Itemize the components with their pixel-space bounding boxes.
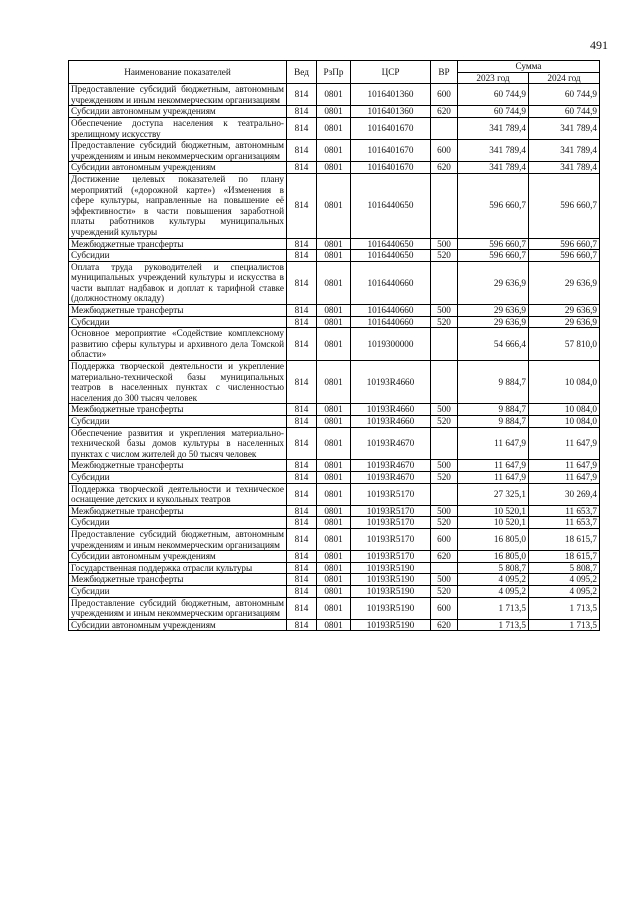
table-row xyxy=(69,162,600,174)
header-rzpr: РзПр xyxy=(317,61,351,84)
row-csr: 1016401670 xyxy=(351,117,431,139)
row-ved: 814 xyxy=(287,427,317,460)
table-row xyxy=(69,404,600,416)
table-row xyxy=(69,585,600,597)
table-row xyxy=(69,427,600,460)
header-vr: ВР xyxy=(431,61,458,84)
row-csr: 1016440650 xyxy=(351,173,431,238)
row-sum-2023: 596 660,7 xyxy=(458,173,529,238)
row-sum-2024: 341 789,4 xyxy=(529,162,600,174)
row-name: Межбюджетные трансферты xyxy=(69,460,287,472)
row-ved: 814 xyxy=(287,597,317,619)
row-name: Достижение целевых показателей по плану мероприятий («дорожной карте») «Изменения в сфере культуры, направленные на повышение её эффективности» в части повышения заработной платы работников культуры муниципальных учреждений культуры xyxy=(69,173,287,238)
row-ved: 814 xyxy=(287,140,317,162)
row-sum-2023: 4 095,2 xyxy=(458,585,529,597)
row-rzpr: 0801 xyxy=(317,562,351,574)
table-row xyxy=(69,84,600,106)
row-csr: 10193R5170 xyxy=(351,517,431,529)
row-csr: 1016401360 xyxy=(351,84,431,106)
row-ved: 814 xyxy=(287,528,317,550)
row-rzpr: 0801 xyxy=(317,316,351,328)
row-ved: 814 xyxy=(287,250,317,262)
row-name: Межбюджетные трансферты xyxy=(69,238,287,250)
row-ved: 814 xyxy=(287,416,317,428)
table-row xyxy=(69,574,600,586)
table-row xyxy=(69,597,600,619)
row-csr: 10193R5170 xyxy=(351,528,431,550)
row-vr xyxy=(431,483,458,505)
row-vr: 520 xyxy=(431,416,458,428)
row-ved: 814 xyxy=(287,404,317,416)
row-ved: 814 xyxy=(287,619,317,631)
row-sum-2024: 18 615,7 xyxy=(529,528,600,550)
row-name: Субсидии xyxy=(69,471,287,483)
row-name: Межбюджетные трансферты xyxy=(69,505,287,517)
row-vr: 520 xyxy=(431,517,458,529)
row-csr: 10193R4670 xyxy=(351,471,431,483)
row-name: Субсидии автономным учреждениям xyxy=(69,551,287,563)
row-rzpr: 0801 xyxy=(317,597,351,619)
table-row xyxy=(69,140,600,162)
row-sum-2024: 11 647,9 xyxy=(529,471,600,483)
row-sum-2024: 11 653,7 xyxy=(529,505,600,517)
row-sum-2024: 11 647,9 xyxy=(529,427,600,460)
row-sum-2023: 16 805,0 xyxy=(458,528,529,550)
row-sum-2023: 27 325,1 xyxy=(458,483,529,505)
row-sum-2023: 54 666,4 xyxy=(458,328,529,361)
row-vr: 600 xyxy=(431,140,458,162)
row-rzpr: 0801 xyxy=(317,140,351,162)
row-ved: 814 xyxy=(287,361,317,404)
row-csr: 10193R5170 xyxy=(351,551,431,563)
table-row xyxy=(69,483,600,505)
row-vr: 500 xyxy=(431,574,458,586)
row-rzpr: 0801 xyxy=(317,84,351,106)
row-sum-2023: 341 789,4 xyxy=(458,162,529,174)
row-sum-2024: 341 789,4 xyxy=(529,140,600,162)
row-name: Предоставление субсидий бюджетным, автономным учреждениям и иным некоммерческим организациям xyxy=(69,597,287,619)
row-vr: 520 xyxy=(431,585,458,597)
row-ved: 814 xyxy=(287,483,317,505)
row-csr: 10193R5170 xyxy=(351,505,431,517)
row-vr xyxy=(431,328,458,361)
row-sum-2024: 11 647,9 xyxy=(529,460,600,472)
row-sum-2024: 18 615,7 xyxy=(529,551,600,563)
row-sum-2023: 5 808,7 xyxy=(458,562,529,574)
row-csr: 1016440660 xyxy=(351,261,431,304)
row-sum-2023: 11 647,9 xyxy=(458,460,529,472)
header-2024: 2024 год xyxy=(529,72,600,84)
row-sum-2023: 341 789,4 xyxy=(458,140,529,162)
row-sum-2023: 9 884,7 xyxy=(458,404,529,416)
row-sum-2023: 10 520,1 xyxy=(458,505,529,517)
row-sum-2024: 596 660,7 xyxy=(529,250,600,262)
header-2023: 2023 год xyxy=(458,72,529,84)
row-vr: 520 xyxy=(431,316,458,328)
row-rzpr: 0801 xyxy=(317,250,351,262)
table-row xyxy=(69,328,600,361)
row-name: Межбюджетные трансферты xyxy=(69,404,287,416)
row-sum-2023: 596 660,7 xyxy=(458,250,529,262)
row-csr: 10193R4660 xyxy=(351,361,431,404)
row-sum-2023: 11 647,9 xyxy=(458,427,529,460)
table-row xyxy=(69,261,600,304)
row-sum-2024: 10 084,0 xyxy=(529,404,600,416)
row-rzpr: 0801 xyxy=(317,361,351,404)
row-ved: 814 xyxy=(287,238,317,250)
table-row xyxy=(69,238,600,250)
row-vr: 500 xyxy=(431,505,458,517)
row-name: Поддержка творческой деятельности и укрепление материально-технической базы муниципальных театров в населенных пунктах с численностью населения до 300 тысяч человек xyxy=(69,361,287,404)
row-vr: 620 xyxy=(431,551,458,563)
row-rzpr: 0801 xyxy=(317,505,351,517)
row-sum-2024: 29 636,9 xyxy=(529,261,600,304)
row-rzpr: 0801 xyxy=(317,117,351,139)
row-ved: 814 xyxy=(287,551,317,563)
table-row xyxy=(69,305,600,317)
row-name: Субсидии xyxy=(69,517,287,529)
row-rzpr: 0801 xyxy=(317,528,351,550)
row-sum-2023: 16 805,0 xyxy=(458,551,529,563)
row-csr: 1016440650 xyxy=(351,238,431,250)
row-csr: 10193R5170 xyxy=(351,483,431,505)
row-name: Межбюджетные трансферты xyxy=(69,305,287,317)
table-row xyxy=(69,416,600,428)
header-name: Наименование показателей xyxy=(69,61,287,84)
row-rzpr: 0801 xyxy=(317,106,351,118)
row-name: Предоставление субсидий бюджетным, автономным учреждениям и иным некоммерческим организациям xyxy=(69,528,287,550)
row-name: Оплата труда руководителей и специалистов муниципальных учреждений культуры и искусства в части выплат надбавок и доплат к тарифной ставке (должностному окладу) xyxy=(69,261,287,304)
row-ved: 814 xyxy=(287,562,317,574)
row-sum-2023: 341 789,4 xyxy=(458,117,529,139)
row-vr: 620 xyxy=(431,162,458,174)
row-ved: 814 xyxy=(287,460,317,472)
row-vr: 520 xyxy=(431,250,458,262)
row-rzpr: 0801 xyxy=(317,460,351,472)
budget-table xyxy=(68,60,600,631)
row-sum-2024: 1 713,5 xyxy=(529,597,600,619)
row-rzpr: 0801 xyxy=(317,471,351,483)
row-sum-2024: 11 653,7 xyxy=(529,517,600,529)
table-row xyxy=(69,471,600,483)
row-csr: 10193R5190 xyxy=(351,562,431,574)
row-vr: 600 xyxy=(431,528,458,550)
row-vr: 520 xyxy=(431,471,458,483)
row-csr: 1016440660 xyxy=(351,305,431,317)
row-sum-2024: 57 810,0 xyxy=(529,328,600,361)
row-ved: 814 xyxy=(287,261,317,304)
row-vr xyxy=(431,361,458,404)
row-ved: 814 xyxy=(287,162,317,174)
row-ved: 814 xyxy=(287,328,317,361)
row-ved: 814 xyxy=(287,316,317,328)
row-sum-2024: 29 636,9 xyxy=(529,316,600,328)
row-sum-2024: 29 636,9 xyxy=(529,305,600,317)
row-ved: 814 xyxy=(287,517,317,529)
row-sum-2024: 596 660,7 xyxy=(529,173,600,238)
row-rzpr: 0801 xyxy=(317,483,351,505)
table-row xyxy=(69,619,600,631)
table-row xyxy=(69,173,600,238)
row-rzpr: 0801 xyxy=(317,551,351,563)
table-row xyxy=(69,460,600,472)
row-sum-2023: 1 713,5 xyxy=(458,597,529,619)
table-row xyxy=(69,551,600,563)
row-vr: 600 xyxy=(431,84,458,106)
row-rzpr: 0801 xyxy=(317,585,351,597)
row-csr: 10193R5190 xyxy=(351,585,431,597)
row-name: Поддержка творческой деятельности и техническое оснащение детских и кукольных театров xyxy=(69,483,287,505)
row-vr xyxy=(431,261,458,304)
row-sum-2024: 60 744,9 xyxy=(529,84,600,106)
row-rzpr: 0801 xyxy=(317,404,351,416)
row-name: Межбюджетные трансферты xyxy=(69,574,287,586)
row-name: Обеспечение развития и укрепления материально-технической базы домов культуры в населенных пунктах с числом жителей до 50 тысяч человек xyxy=(69,427,287,460)
row-csr: 1016401360 xyxy=(351,106,431,118)
row-name: Субсидии автономным учреждениям xyxy=(69,162,287,174)
row-name: Обеспечение доступа населения к театрально-зрелищному искусству xyxy=(69,117,287,139)
row-name: Основное мероприятие «Содействие комплексному развитию сферы культуры и архивного дела Томской области» xyxy=(69,328,287,361)
row-rzpr: 0801 xyxy=(317,328,351,361)
row-name: Субсидии xyxy=(69,585,287,597)
row-sum-2023: 9 884,7 xyxy=(458,416,529,428)
row-ved: 814 xyxy=(287,574,317,586)
row-name: Предоставление субсидий бюджетным, автономным учреждениям и иным некоммерческим организациям xyxy=(69,140,287,162)
row-rzpr: 0801 xyxy=(317,517,351,529)
row-ved: 814 xyxy=(287,106,317,118)
page-number: 491 xyxy=(590,38,608,52)
row-ved: 814 xyxy=(287,84,317,106)
row-name: Предоставление субсидий бюджетным, автономным учреждениям и иным некоммерческим организациям xyxy=(69,84,287,106)
table-row xyxy=(69,562,600,574)
row-csr: 10193R4670 xyxy=(351,427,431,460)
row-rzpr: 0801 xyxy=(317,619,351,631)
row-vr xyxy=(431,562,458,574)
table-row xyxy=(69,517,600,529)
row-sum-2024: 1 713,5 xyxy=(529,619,600,631)
row-sum-2024: 4 095,2 xyxy=(529,585,600,597)
row-sum-2024: 596 660,7 xyxy=(529,238,600,250)
row-csr: 1016440650 xyxy=(351,250,431,262)
row-csr: 10193R4660 xyxy=(351,416,431,428)
row-ved: 814 xyxy=(287,471,317,483)
row-name: Государственная поддержка отрасли культуры xyxy=(69,562,287,574)
row-sum-2023: 11 647,9 xyxy=(458,471,529,483)
row-ved: 814 xyxy=(287,505,317,517)
row-vr: 500 xyxy=(431,404,458,416)
row-sum-2024: 5 808,7 xyxy=(529,562,600,574)
row-name: Субсидии xyxy=(69,316,287,328)
row-vr: 500 xyxy=(431,305,458,317)
row-rzpr: 0801 xyxy=(317,574,351,586)
row-sum-2024: 341 789,4 xyxy=(529,117,600,139)
row-sum-2023: 10 520,1 xyxy=(458,517,529,529)
row-vr: 620 xyxy=(431,619,458,631)
row-sum-2023: 9 884,7 xyxy=(458,361,529,404)
row-ved: 814 xyxy=(287,117,317,139)
row-csr: 10193R4670 xyxy=(351,460,431,472)
row-vr: 620 xyxy=(431,106,458,118)
row-name: Субсидии xyxy=(69,416,287,428)
row-rzpr: 0801 xyxy=(317,162,351,174)
row-name: Субсидии xyxy=(69,250,287,262)
row-sum-2023: 596 660,7 xyxy=(458,238,529,250)
row-csr: 10193R5190 xyxy=(351,574,431,586)
row-sum-2023: 60 744,9 xyxy=(458,84,529,106)
row-csr: 1016440660 xyxy=(351,316,431,328)
table-row xyxy=(69,505,600,517)
row-sum-2023: 29 636,9 xyxy=(458,261,529,304)
row-csr: 10193R5190 xyxy=(351,597,431,619)
row-rzpr: 0801 xyxy=(317,416,351,428)
table-body xyxy=(69,84,600,631)
row-vr: 600 xyxy=(431,597,458,619)
row-csr: 10193R4660 xyxy=(351,404,431,416)
row-rzpr: 0801 xyxy=(317,173,351,238)
row-csr: 1016401670 xyxy=(351,140,431,162)
row-sum-2024: 10 084,0 xyxy=(529,361,600,404)
row-sum-2023: 60 744,9 xyxy=(458,106,529,118)
row-sum-2024: 4 095,2 xyxy=(529,574,600,586)
row-vr: 500 xyxy=(431,238,458,250)
row-ved: 814 xyxy=(287,173,317,238)
row-vr xyxy=(431,427,458,460)
table-row xyxy=(69,106,600,118)
table-row xyxy=(69,250,600,262)
row-sum-2024: 30 269,4 xyxy=(529,483,600,505)
table-row xyxy=(69,361,600,404)
row-sum-2024: 10 084,0 xyxy=(529,416,600,428)
row-rzpr: 0801 xyxy=(317,305,351,317)
row-ved: 814 xyxy=(287,585,317,597)
table-header xyxy=(69,61,600,84)
row-sum-2024: 60 744,9 xyxy=(529,106,600,118)
row-name: Субсидии автономным учреждениям xyxy=(69,106,287,118)
header-ved: Вед xyxy=(287,61,317,84)
table-row xyxy=(69,117,600,139)
row-sum-2023: 1 713,5 xyxy=(458,619,529,631)
row-csr: 10193R5190 xyxy=(351,619,431,631)
row-sum-2023: 29 636,9 xyxy=(458,316,529,328)
row-vr xyxy=(431,173,458,238)
row-name: Субсидии автономным учреждениям xyxy=(69,619,287,631)
row-csr: 1019300000 xyxy=(351,328,431,361)
table-row xyxy=(69,528,600,550)
row-sum-2023: 29 636,9 xyxy=(458,305,529,317)
header-csr: ЦСР xyxy=(351,61,431,84)
row-sum-2023: 4 095,2 xyxy=(458,574,529,586)
header-sum: Сумма xyxy=(458,61,600,73)
row-rzpr: 0801 xyxy=(317,238,351,250)
row-rzpr: 0801 xyxy=(317,261,351,304)
row-ved: 814 xyxy=(287,305,317,317)
row-vr: 500 xyxy=(431,460,458,472)
table-row xyxy=(69,316,600,328)
row-vr xyxy=(431,117,458,139)
row-rzpr: 0801 xyxy=(317,427,351,460)
row-csr: 1016401670 xyxy=(351,162,431,174)
